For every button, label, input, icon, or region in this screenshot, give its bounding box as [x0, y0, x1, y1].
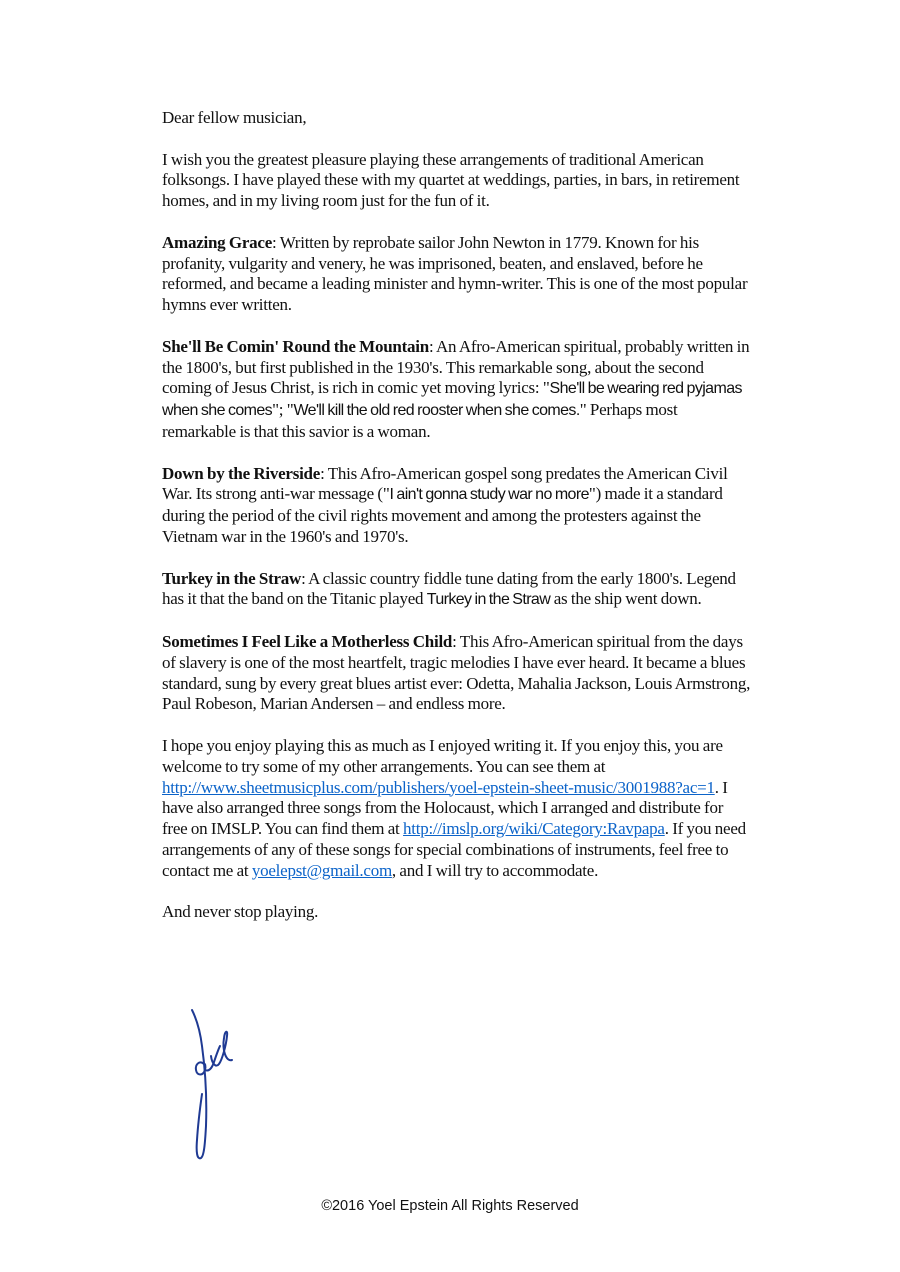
sheetmusicplus-link[interactable]: http://www.sheetmusicplus.com/publishers/yoel-epstein-sheet-music/3001988?ac=1 — [162, 777, 715, 797]
song-description: : This Afro-American gospel song predates the American Civil War. Its strong anti-war message (" — [162, 463, 728, 504]
song-description: "; " — [272, 400, 294, 420]
song-round-the-mountain — [162, 337, 752, 443]
song-description: : This Afro-American spiritual from the days of slavery is one of the most heartfelt, tragic melodies I have ever heard. It became a blues standard, sung by every great blues artist ever: Odetta, Mahalia Jackson, Louis Armstrong, Paul Robeson, Marian Andersen – and endless more. — [162, 631, 751, 714]
email-link[interactable]: yoelepst@gmail.com — [251, 860, 392, 880]
signoff: And never stop playing. — [162, 902, 319, 922]
closing-text: . If you need arrangements of any of these songs for special combinations of instruments, feel free to contact me at — [162, 819, 746, 880]
song-motherless-child — [162, 632, 752, 715]
closing-text: I hope you enjoy playing this as much as I enjoyed writing it. If you enjoy this, you are welcome to try some of my other arrangements. You can see them at — [162, 735, 723, 776]
song-description: : An Afro-American spiritual, probably written in the 1800's, but first published in the 1930's. This remarkable song, about the second coming of Jesus Christ, is rich in comic yet moving lyrics: " — [162, 336, 750, 398]
song-description: as the ship went down. — [550, 589, 702, 609]
closing-text: , and I will try to accommodate. — [391, 860, 599, 880]
imslp-link[interactable]: http://imslp.org/wiki/Category:Ravpapa — [403, 819, 665, 839]
lyric-quote: She'll be wearing red pyjamas when she comes — [162, 380, 742, 420]
song-title: She'll Be Comin' Round the Mountain — [162, 336, 429, 356]
signature — [182, 1008, 242, 1164]
song-description: : Written by reprobate sailor John Newton in 1779. Known for his profanity, vulgarity and venery, he was imprisoned, beaten, and enslaved, before he reformed, and became a leading minister and hymn-writer. This is one of the most popular hymns ever written. — [162, 232, 748, 315]
greeting: Dear fellow musician, — [162, 108, 307, 127]
copyright-footer: ©2016 Yoel Epstein All Rights Reserved — [321, 1198, 579, 1214]
song-down-by-the-riverside — [162, 464, 752, 548]
song-turkey-in-the-straw — [162, 569, 752, 612]
intro-paragraph: I wish you the greatest pleasure playing these arrangements of traditional American folksongs. I have played these with my quartet at weddings, parties, in bars, in retirement homes, and in my living room just for the fun of it. — [162, 149, 740, 211]
song-title-quote: Turkey in the Straw — [426, 591, 551, 609]
song-amazing-grace — [162, 233, 752, 316]
lyric-quote: We'll kill the old red rooster when she comes. — [293, 402, 580, 420]
closing-text: . I have also arranged three songs from the Holocaust, which I arranged and distribute for free on IMSLP. You can find them at — [162, 777, 728, 839]
song-description: " Perhaps most remarkable is that this savior is a woman. — [162, 400, 678, 441]
song-description: : A classic country fiddle tune dating from the early 1800's. Legend has it that the band on the Titanic played — [162, 568, 736, 609]
letter-body — [162, 108, 752, 923]
song-title: Turkey in the Straw — [162, 568, 302, 588]
song-title: Amazing Grace — [162, 232, 273, 252]
closing-paragraph — [162, 736, 752, 882]
song-title: Down by the Riverside — [162, 463, 321, 483]
lyric-quote: I ain't gonna study war no more — [389, 486, 589, 504]
song-description: ") made it a standard during the period of the civil rights movement and among the protesters against the Vietnam war in the 1960's and 1970's. — [162, 484, 723, 546]
song-title: Sometimes I Feel Like a Motherless Child — [162, 631, 453, 651]
